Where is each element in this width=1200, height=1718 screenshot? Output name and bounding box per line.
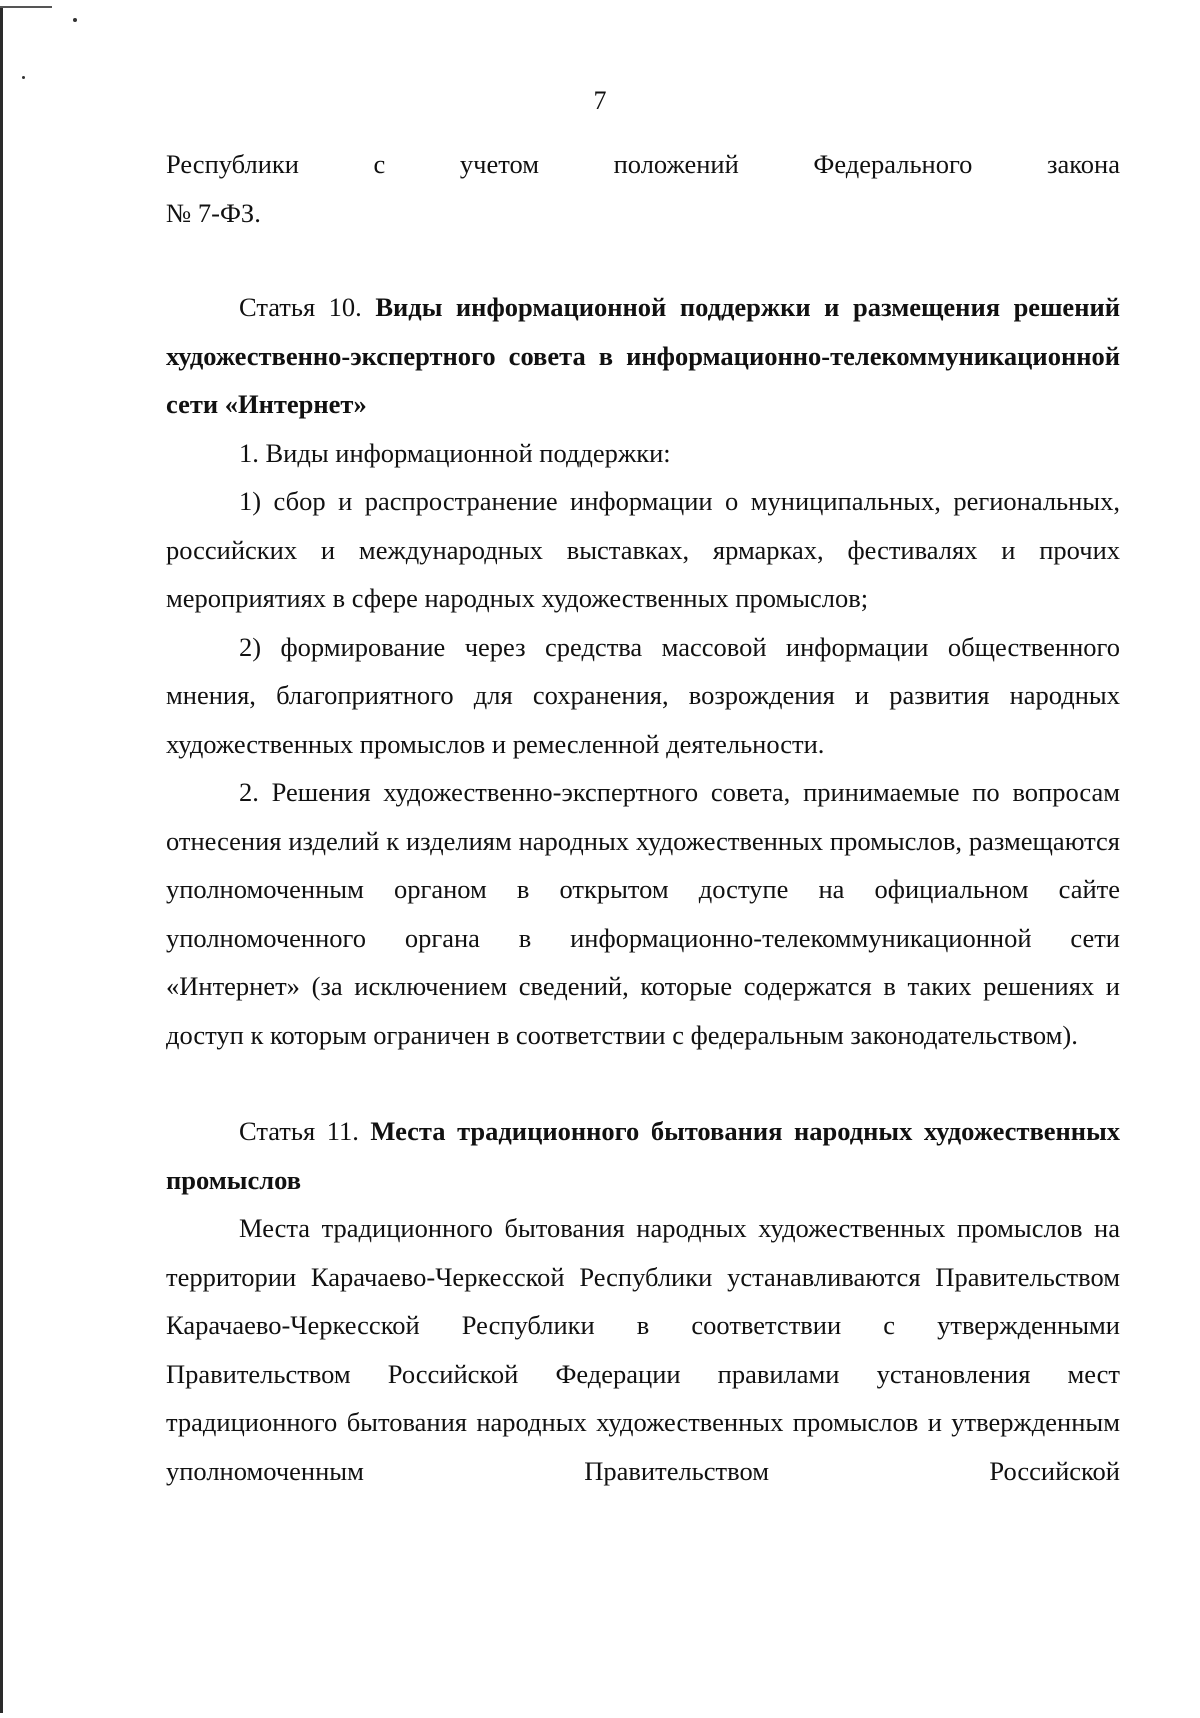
intro-line-2: № 7-ФЗ.: [166, 197, 261, 228]
article-11-paragraph-1: Места традиционного бытования народных художественных промыслов на территории Карачаево-Черкесской Республики устанавливаются Правительством Карачаево-Черкесской Республики в соответствии с утвержденными Правительством Российской Федерации правилами установления мест традиционного бытования народных художественных промыслов и утвержденным уполномоченным Правительством Российской: [166, 1213, 1120, 1486]
scan-artifact-edge: [0, 8, 3, 1713]
document-body: [166, 140, 1120, 1495]
article-10-heading: [166, 283, 1120, 429]
article-11-heading: [166, 1107, 1120, 1204]
page-number: 7: [593, 86, 607, 115]
article-10-paragraph-3: 2) формирование через средства массовой информации общественного мнения, благоприятного для сохранения, возрождения и развития народных художественных промыслов и ремесленной деятельности.: [166, 631, 1120, 759]
article-10-prefix: Статья 10.: [239, 292, 362, 322]
article-11-title: Места традиционного бытования народных художественных промыслов: [166, 1116, 1121, 1195]
article-11-prefix: Статья 11.: [239, 1116, 359, 1146]
scan-artifact-dot: [73, 18, 77, 22]
scan-artifact-line: [0, 6, 52, 8]
article-10-title: Виды информационной поддержки и размещения решений художественно-экспертного совета в информационно-телекоммуникационной сети «Интернет»: [166, 292, 1121, 419]
scan-artifact-dot: [22, 76, 25, 79]
article-10-paragraph-4: 2. Решения художественно-экспертного совета, принимаемые по вопросам отнесения изделий к изделиям народных художественных промыслов, размещаются уполномоченным органом в открытом доступе на официальном сайте уполномоченного органа в информационно-телекоммуникационной сети «Интернет» (за исключением сведений, которые содержатся в таких решениях и доступ к которым ограничен в соответствии с федеральным законодательством).: [166, 777, 1120, 1050]
article-10-paragraph-1: 1. Виды информационной поддержки:: [239, 437, 671, 468]
intro-line-1: Республики с учетом положений Федерального закона: [166, 149, 1120, 179]
article-10-paragraph-2: 1) сбор и распространение информации о муниципальных, региональных, российских и международных выставках, ярмарках, фестивалях и прочих мероприятиях в сфере народных художественных промыслов;: [166, 486, 1120, 613]
